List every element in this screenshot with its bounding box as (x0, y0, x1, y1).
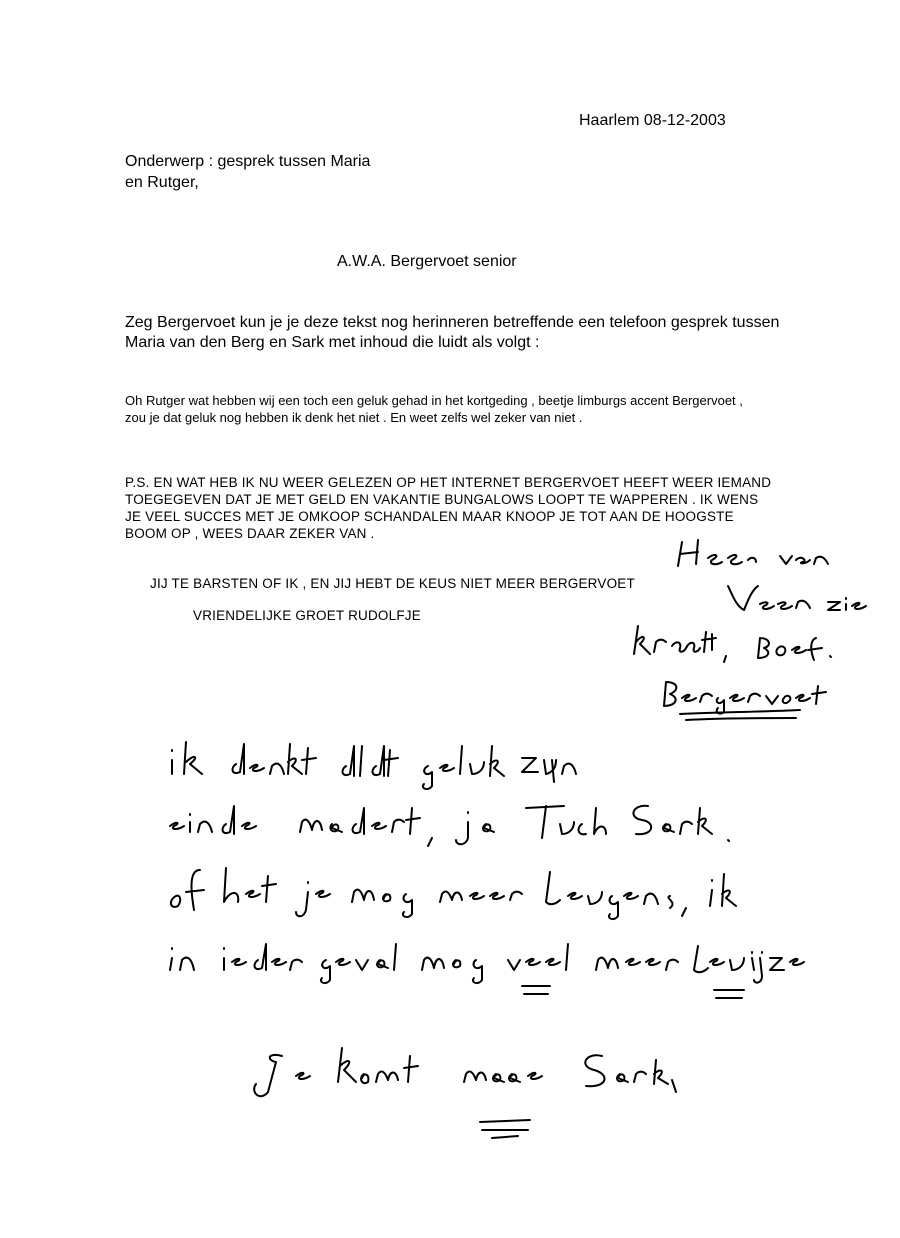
subject-line-1: Onderwerp : gesprek tussen Maria (125, 153, 371, 170)
handwritten-margin-note (620, 530, 890, 730)
handwritten-body-note (150, 730, 830, 1150)
letter-subject (125, 151, 525, 193)
letter-intro: Zeg Bergervoet kun je je deze tekst nog herinneren betreffende een telefoon gesprek tussen Maria van den Berg en Sark met inhoud die luidt als volgt : (125, 314, 780, 351)
letter-date: Haarlem 08-12-2003 (579, 112, 726, 129)
letter-quote: Oh Rutger wat hebben wij een toch een geluk gehad in het kortgeding , beetje limburgs accent Bergervoet , zou je dat geluk nog hebben ik denk het niet . En weet zelfs wel zeker van niet . (125, 393, 743, 425)
letter-greeting: VRIENDELIJKE GROET RUDOLFJE (193, 608, 421, 623)
letter-postscript: P.S. EN WAT HEB IK NU WEER GELEZEN OP HET INTERNET BERGERVOET HEEFT WEER IEMAND TOEGEGEVEN DAT JE MET GELD EN VAKANTIE BUNGALOWS LOOPT TE WAPPEREN . IK WENS JE VEEL SUCCES MET JE OMKOOP SCHANDALEN MAAR KNOOP JE TOT AAN DE HOOGSTE BOOM OP , WEES DAAR ZEKER VAN . (125, 475, 772, 541)
subject-line-2: en Rutger, (125, 174, 199, 191)
letter-threat: JIJ TE BARSTEN OF IK , EN JIJ HEBT DE KEUS NIET MEER BERGERVOET (150, 576, 635, 591)
letter-sender: A.W.A. Bergervoet senior (337, 253, 517, 270)
